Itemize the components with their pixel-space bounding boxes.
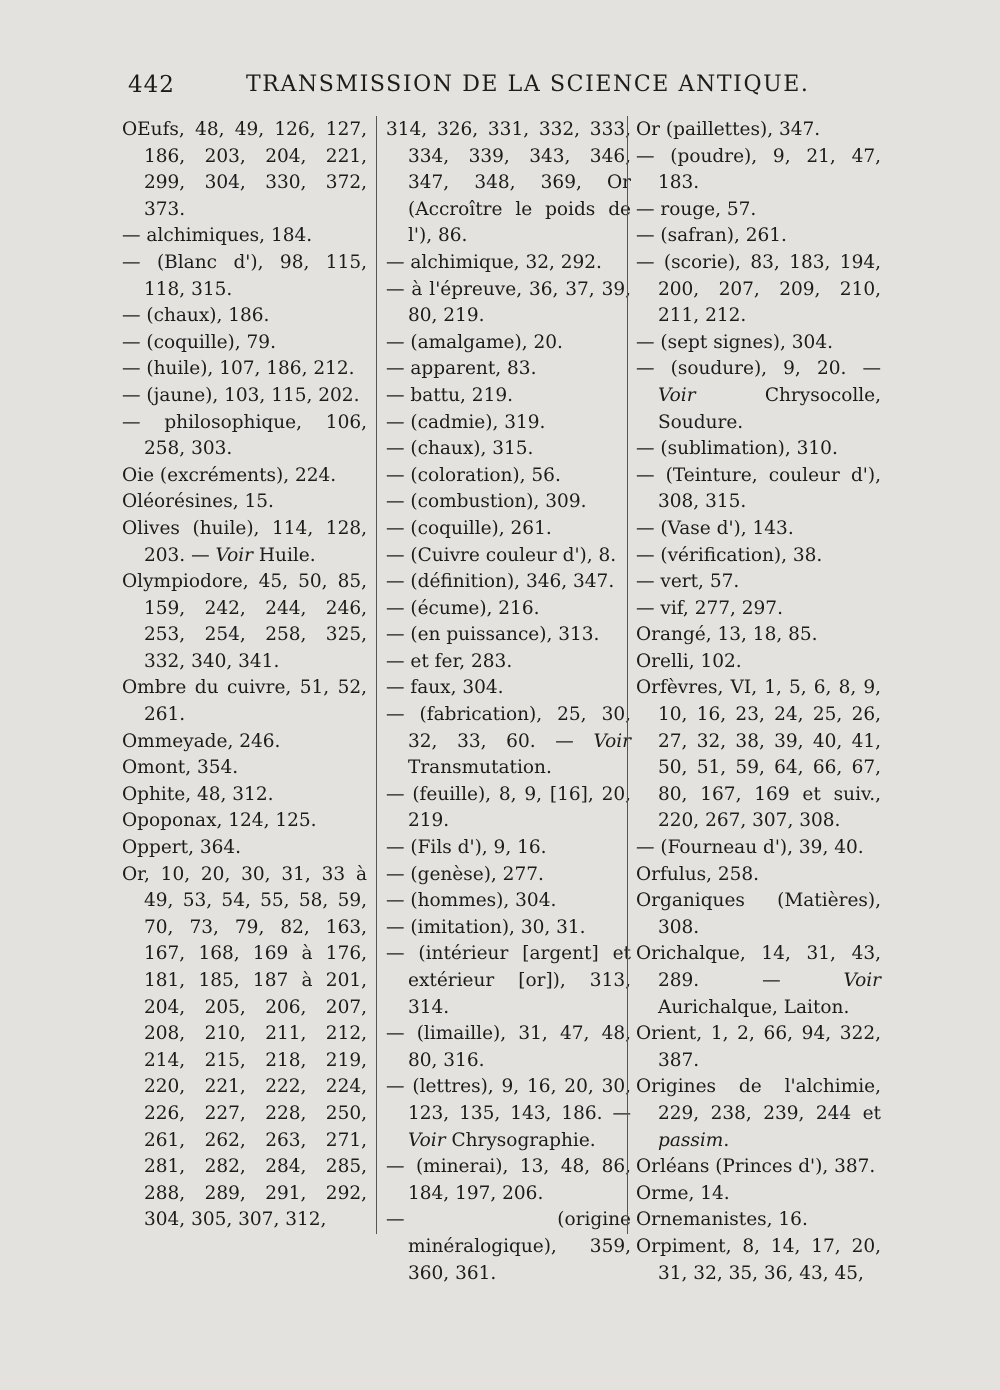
index-entry [122,782,367,809]
entry-text: — (sublimation), 310. [636,438,838,460]
index-entry [636,1234,881,1287]
entry-italic-text: Voir [843,970,881,991]
entry-text: Ornemanistes, 16. [636,1209,808,1231]
entry-text: — apparent, 83. [386,358,537,380]
entry-text: — (vérification), 38. [636,544,823,566]
entry-text: — (poudre), 9, 21, 47, 183. [636,145,881,194]
entry-text: — (soudure), 9, 20. — [636,358,881,380]
index-entry [636,463,881,516]
entry-text-after: Aurichalque, Laiton. [658,996,850,1018]
entry-text: — (Cuivre couleur d'), 8. [386,544,617,566]
entry-text: Orpiment, 8, 14, 17, 20, 31, 32, 35, 36, 43, 45, [636,1235,881,1284]
index-entry [386,622,631,649]
index-entry [636,1154,881,1181]
index-entry [122,835,367,862]
entry-text: — (coquille), 79. [122,331,276,353]
index-entry [386,277,631,330]
entry-text: Organiques (Matières), 308. [636,890,881,938]
entry-text: — (cadmie), 319. [386,411,546,433]
page-header [128,72,870,106]
entry-italic-text: Voir [215,544,254,566]
entry-text: Orichalque, 14, 31, 43, 289. — [636,943,881,991]
index-entry [122,330,367,357]
index-entry [636,862,881,889]
entry-text: Oppert, 364. [122,837,242,859]
index-entry [122,808,367,835]
entry-text: Olives (huile), 114, 128, 203. — [122,517,367,566]
entry-text: — (minerai), 13, 48, 86, 184, 197, 206. [386,1156,631,1204]
entry-text: — (huile), 107, 186, 212. [122,358,355,380]
index-entry [386,702,631,782]
entry-italic-text: Voir [593,730,631,752]
index-entry [386,675,631,702]
entry-text: Orfèvres, VI, 1, 5, 6, 8, 9, 10, 16, 23, 24, 25, 26, 27, 32, 38, 39, 40, 41, 50, 51, 59, 64, 66, 67, 80, 167, 169 et suiv., 220, 267, 307, 308. [636,677,881,832]
entry-text: — (intérieur [argent] et extérieur [or]), 313, 314. [386,943,631,1018]
entry-text: — (safran), 261. [636,225,787,247]
index-entry [636,543,881,570]
index-entry [636,1181,881,1208]
entry-text: — (hommes), 304. [386,890,557,912]
index-entry [122,569,367,675]
entry-text: Orangé, 13, 18, 85. [636,624,818,646]
index-entry [636,197,881,224]
entry-text: — battu, 219. [386,384,513,406]
index-entry [636,250,881,330]
index-entry [122,675,367,728]
index-entry [636,330,881,357]
entry-text: — (amalgame), 20. [386,331,563,353]
entry-text: — philosophique, 106, 258, 303. [122,411,367,460]
entry-text: — alchimique, 32, 292. [386,251,602,273]
index-column-1 [122,117,367,1234]
index-entry [636,1021,881,1074]
entry-text: — (Teinture, couleur d'), 308, 315. [636,464,881,513]
entry-text: Orelli, 102. [636,650,742,672]
entry-text: Origines de l'alchimie, 229, 238, 239, 244 et [636,1076,881,1124]
index-entry [636,649,881,676]
entry-text: Oie (excréments), 224. [122,464,337,486]
index-entry [636,888,881,941]
entry-text: — vert, 57. [636,571,740,593]
entry-text: Orléans (Princes d'), 387. [636,1156,876,1178]
entry-text: Ophite, 48, 312. [122,783,274,805]
index-entry [636,675,881,835]
index-entry [636,223,881,250]
index-entry [386,489,631,516]
entry-text: Olympiodore, 45, 50, 85, 159, 242, 244, 246, 253, 254, 258, 325, 332, 340, 341. [122,571,367,672]
column-divider [376,116,377,1234]
index-entry [386,436,631,463]
index-entry [122,356,367,383]
index-entry [386,1021,631,1074]
entry-text: — (lettres), 9, 16, 20, 30, 123, 135, 143, 186. — [386,1076,631,1124]
column-divider [627,116,628,1234]
index-entry [636,356,881,436]
entry-text: — (origine minéralogique), 359, 360, 361. [386,1209,631,1284]
index-entry [636,622,881,649]
index-entry [386,1207,631,1287]
index-entry [386,250,631,277]
index-entry [386,596,631,623]
entry-text-after: . [723,1129,730,1151]
index-entry [122,489,367,516]
entry-text: — (chaux), 315. [386,438,534,460]
entry-text: Oléorésines, 15. [122,491,274,513]
index-entry [122,117,367,223]
entry-text: — (jaune), 103, 115, 202. [122,384,360,406]
entry-italic-text: Voir [408,1129,446,1151]
index-entry [386,862,631,889]
entry-text: Or (paillettes), 347. [636,119,821,140]
entry-text: Ommeyade, 246. [122,730,281,752]
index-entry [636,516,881,543]
index-entry [386,383,631,410]
index-entry [636,117,881,144]
index-entry [386,1154,631,1207]
entry-text: — (sept signes), 304. [636,331,833,353]
entry-text: — (fabrication), 25, 30, 32, 33, 60. — [386,704,631,752]
entry-text: Orient, 1, 2, 66, 94, 322, 387. [636,1023,881,1071]
entry-text: — vif, 277, 297. [636,597,783,619]
entry-text: Orfulus, 258. [636,863,760,885]
index-entry [636,596,881,623]
index-entry [386,941,631,1021]
index-entry [386,569,631,596]
entry-text: — faux, 304. [386,677,504,699]
entry-text: Opoponax, 124, 125. [122,810,317,832]
entry-text: 314, 326, 331, 332, 333, 334, 339, 343, 346, 347, 348, 369, Or (Accroître le poids de l'), 86. [386,119,631,247]
entry-text: — (genèse), 277. [386,863,544,885]
index-column-3 [636,117,881,1287]
entry-text: — (combustion), 309. [386,491,587,513]
index-entry [386,516,631,543]
index-entry [122,755,367,782]
running-title: TRANSMISSION DE LA SCIENCE ANTIQUE. [246,72,810,97]
entry-text: — (feuille), 8, 9, [16], 20, 219. [386,783,631,832]
entry-text-after: Huile. [253,544,316,566]
index-entry [122,729,367,756]
index-entry [386,1074,631,1154]
index-entry [386,410,631,437]
index-entry [386,915,631,942]
index-entry [636,835,881,862]
entry-text: — (imitation), 30, 31. [386,916,586,938]
index-entry [122,250,367,303]
index-entry [122,303,367,330]
index-entry [386,356,631,383]
entry-text: — (écume), 216. [386,597,540,619]
entry-text: — (Blanc d'), 98, 115, 118, 315. [122,251,367,300]
index-entry [386,543,631,570]
index-entry [122,516,367,569]
index-entry [636,941,881,1021]
index-entry [386,330,631,357]
entry-text: — (en puissance), 313. [386,624,600,646]
index-entry [386,117,631,250]
index-entry [636,1074,881,1154]
entry-text: — (coloration), 56. [386,464,561,486]
index-column-2 [386,117,631,1287]
index-entry [386,463,631,490]
entry-text: OEufs, 48, 49, 126, 127, 186, 203, 204, 221, 299, 304, 330, 372, 373. [122,119,367,220]
entry-text: — alchimiques, 184. [122,225,313,247]
entry-text-after: Chrysocolle, Soudure. [658,384,881,433]
index-entry [122,862,367,1234]
entry-text: Omont, 354. [122,757,239,779]
entry-text: — (définition), 346, 347. [386,571,615,593]
index-entry [122,223,367,250]
entry-text: Or, 10, 20, 30, 31, 33 à 49, 53, 54, 55, 58, 59, 70, 73, 79, 82, 163, 167, 168, 169 à 176, 181, 185, 187 à 201, 204, 205, 206, 207, 208, 210, 211, 212, 214, 215, 218, 219, 220, 221, 222, 224, 226, 227, 228, 250, 261, 262, 263, 271, 281, 282, 284, 285, 288, 289, 291, 292, 304, 305, 307, 312, [122,863,367,1231]
entry-text: — rouge, 57. [636,198,757,220]
index-entry [636,1207,881,1234]
entry-text: — (Vase d'), 143. [636,517,794,539]
entry-italic-text: passim [658,1129,724,1151]
index-entry [636,144,881,197]
index-entry [636,436,881,463]
index-entry [386,649,631,676]
index-entry [386,782,631,835]
index-entry [122,463,367,490]
entry-text: — (Fourneau d'), 39, 40. [636,837,864,859]
entry-text: — (limaille), 31, 47, 48, 80, 316. [386,1023,631,1071]
index-entry [386,888,631,915]
entry-italic-text: Voir [658,384,696,406]
entry-text: — (scorie), 83, 183, 194, 200, 207, 209, 210, 211, 212. [636,251,881,327]
entry-text: Ombre du cuivre, 51, 52, 261. [122,677,367,726]
index-entry [122,383,367,410]
index-entry [386,835,631,862]
entry-text-after: Chrysographie. [445,1129,596,1151]
entry-text: — (Fils d'), 9, 16. [386,837,547,859]
entry-text: — à l'épreuve, 36, 37, 39, 80, 219. [386,278,631,327]
entry-text: — et fer, 283. [386,650,513,672]
index-entry [636,569,881,596]
entry-text: Orme, 14. [636,1182,730,1204]
entry-text-after: Transmutation. [408,757,552,779]
index-entry [122,410,367,463]
page-number: 442 [128,72,175,98]
entry-text: — (chaux), 186. [122,305,270,327]
entry-text: — (coquille), 261. [386,517,552,539]
